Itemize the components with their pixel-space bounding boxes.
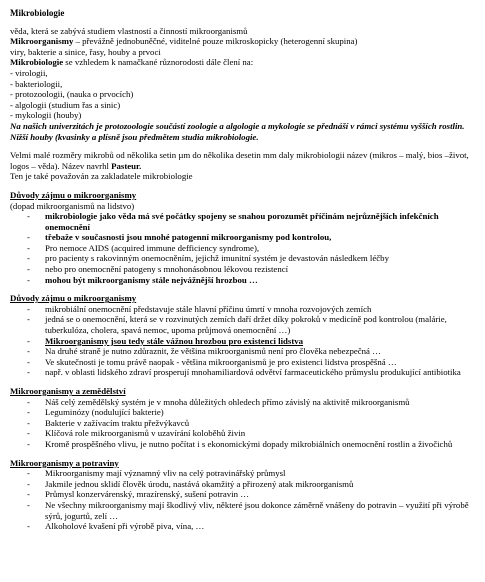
list-item: - Klíčová role mikroorganismů v uzavírání koloběhů živin <box>27 428 246 439</box>
list-item: - např. v oblasti lidského zdraví prosperují mnohamiliardová odvětví farmaceutického průmyslu produkující antibiotika <box>27 367 461 378</box>
list-item: - Mikroorganismy mají významný vliv na celý potravinářský průmysl <box>27 468 286 479</box>
dash-bullet: - <box>27 264 30 275</box>
division-text <box>10 57 475 68</box>
dash-bullet: - <box>27 303 30 314</box>
pasteur-name: Pasteur. <box>111 160 142 171</box>
dash-bullet: - <box>27 346 30 357</box>
list-item: - jedná se o onemocnění, která se v rozvinutých zemích daří držet díky pokroků v medicíně pod kontrolou (malárie, tuberkulóza, cholera, spavá nemoc, upoma průjmová onemocnění …) <box>27 314 447 336</box>
list-item: - Alkoholové kvašení při výrobě piva, vína, … <box>27 521 205 532</box>
dash-bullet: - <box>27 521 30 532</box>
list-item: - nebo pro onemocnění patogeny s mnohonásobnou lékovou rezistencí <box>27 264 289 275</box>
section-list-2 <box>10 304 475 378</box>
list-item: - Ne všechny mikroorganismy mají škodlivý vliv, některé jsou dokonce záměrně vnášeny do potravin – využití při výrobě sýrů, jogurtů, zelí … <box>27 499 469 521</box>
university-note: Na našich univerzitách je protozoologie součástí zoologie a algologie a mykologie se přednáší v rámci systému vyšších rostlin. Nižší houby (kvasinky a plísně jsou předmětem studia mikrobiologie. <box>10 120 465 142</box>
section-heading-2: Důvody zájmu o mikroorganismy <box>10 293 137 304</box>
section-heading-1: Důvody zájmu o mikroorganismy <box>10 189 137 200</box>
dash-bullet: - <box>27 489 30 500</box>
name-origin-text <box>10 150 475 171</box>
list-item: - pro pacienty s rakovinným onemocněním, jejichž imunitní systém je devastován následkem léčby <box>27 253 389 264</box>
microbiology-term: Mikrobiologie <box>10 57 64 68</box>
dash-bullet: - <box>27 367 30 378</box>
document-title: Mikrobiologie <box>10 8 65 18</box>
subfield-bacteriology: - bakteriologii, <box>10 78 63 89</box>
section-list-3 <box>10 397 475 450</box>
dash-bullet: - <box>27 417 30 428</box>
dash-bullet: - <box>27 428 30 439</box>
dash-bullet: - <box>27 232 30 243</box>
dash-bullet: - <box>27 438 30 449</box>
list-item: - Leguminózy (nodulující bakterie) <box>27 407 164 418</box>
subfield-protozoology: - protozoologii, (nauka o prvocích) <box>10 89 134 100</box>
microorganisms-term: Mikroorganismy <box>10 36 74 47</box>
section-heading-3: Mikroorganismy a zemědělství <box>10 386 126 396</box>
dash-bullet: - <box>27 253 30 264</box>
dash-bullet: - <box>27 242 30 253</box>
dash-bullet: - <box>27 499 30 510</box>
microorganisms-description: – převážně jednobuněčné, viditelné pouze mikroskopicky (heterogenní skupina) <box>73 36 358 47</box>
dash-bullet: - <box>27 274 30 285</box>
division-description: se vzhledem k namačkané různorodosti dále člení na: <box>63 57 254 68</box>
dash-bullet: - <box>27 356 30 367</box>
dash-bullet: - <box>27 407 30 418</box>
list-item: - Pro nemoce AIDS (acquired immune defficiency syndrome), <box>27 242 260 253</box>
section-heading-4: Mikroorganismy a potraviny <box>10 457 119 468</box>
dash-bullet: - <box>27 396 30 407</box>
section-list-4 <box>10 468 475 532</box>
list-item: - Jakmile jednou sklidí člověk úrodu, nastává okamžitý a přirozený atak mikroorganismů <box>27 478 354 489</box>
examples-text: viry, bakterie a sinice, řasy, houby a prvoci <box>10 46 161 57</box>
list-item: - mohou být mikroorganismy stále nejvážnější hrozbou … <box>27 274 258 285</box>
list-item: - mikrobiální onemocnění představuje stále hlavní příčinu úmrtí v mnoha rozvojových zemích <box>27 303 372 314</box>
section-list-1 <box>10 211 475 285</box>
list-item: - Ve skutečnosti je tomu právě naopak - většina mikroorganismů je pro existenci lidstva prospěšná … <box>27 356 397 367</box>
list-item: - Náš celý zemědělský systém je v mnoha důležitých ohledech přímo závislý na aktivitě mikroorganismů <box>27 396 410 407</box>
list-item: - třebaže v současnosti jsou mnohé patogenní mikroorganismy pod kontrolou, <box>27 232 332 243</box>
list-item: - Průmysl konzervárenský, mrazírenský, sušení potravin … <box>27 489 249 500</box>
dash-bullet: - <box>27 478 30 489</box>
list-item: - Mikroorganismy jsou tedy stále vážnou hrozbou pro existenci lidstva <box>27 335 304 346</box>
dash-bullet: - <box>27 335 30 346</box>
dash-bullet: - <box>27 211 30 222</box>
section-subheading-1: (dopad mikroorganismů na lidstvo) <box>10 200 135 211</box>
dash-bullet: - <box>27 468 30 479</box>
founder-text: Ten je také považován za zakladatele mikrobiologie <box>10 171 193 182</box>
list-item: - Bakterie v zažívacím traktu přežvýkavců <box>27 417 190 428</box>
subfield-virology: - virologii, <box>10 67 48 78</box>
list-item: - Na druhé straně je nutno zdůraznit, že většina mikroorganismů není pro člověka nebezpečná … <box>27 346 381 357</box>
subfield-mycology: - mykologii (houby) <box>10 110 82 121</box>
dash-bullet: - <box>27 314 30 325</box>
definition-text: věda, která se zabývá studiem vlastností a činností mikroorganismů <box>10 25 248 36</box>
subfield-algology: - algologii (studium řas a sinic) <box>10 99 121 110</box>
list-item: - Kromě prospěšného vlivu, je nutno počítat i s ekonomickými dopady mikrobiálních onemocnění rostlin a živočichů <box>27 438 453 449</box>
list-item: - mikrobiologie jako věda má své počátky spojeny se snahou porozumět příčinám nejrůznějších infekčních onemocnění <box>27 211 439 232</box>
name-origin-description: Velmi malé rozměry mikrobů od několika setin µm do několika desetin mm daly mikrobiologii název (mikros – malý, bios –život, logos – věda). Název navrhl <box>10 150 469 171</box>
microorganisms-definition <box>10 36 475 47</box>
